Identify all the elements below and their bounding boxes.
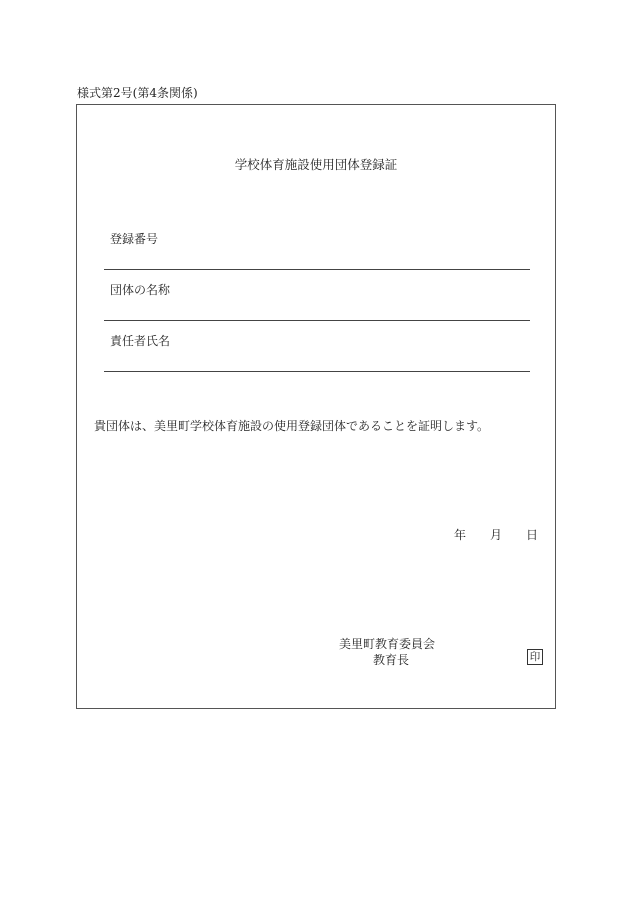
date-row — [454, 526, 538, 543]
field-line-representative-name — [104, 371, 530, 372]
field-line-registration-number — [104, 269, 530, 270]
date-year: 年 — [453, 528, 466, 542]
field-label-representative-name: 責任者氏名 — [110, 334, 171, 348]
certification-statement: 貴団体は、美里町学校体育施設の使用登録団体であることを証明します。 — [94, 419, 490, 433]
seal-mark: 印 — [527, 649, 543, 665]
form-number: 様式第2号(第4条関係) — [77, 86, 198, 100]
field-label-group-name: 団体の名称 — [110, 283, 171, 297]
certificate-title: 学校体育施設使用団体登録証 — [234, 157, 398, 172]
field-line-group-name — [104, 320, 530, 321]
field-label-registration-number: 登録番号 — [110, 232, 159, 246]
issuer-title: 教育長 — [373, 653, 410, 667]
date-month: 月 — [489, 528, 502, 542]
date-day: 日 — [525, 528, 538, 542]
certificate-frame — [76, 104, 556, 709]
issuer-organization: 美里町教育委員会 — [339, 637, 436, 651]
